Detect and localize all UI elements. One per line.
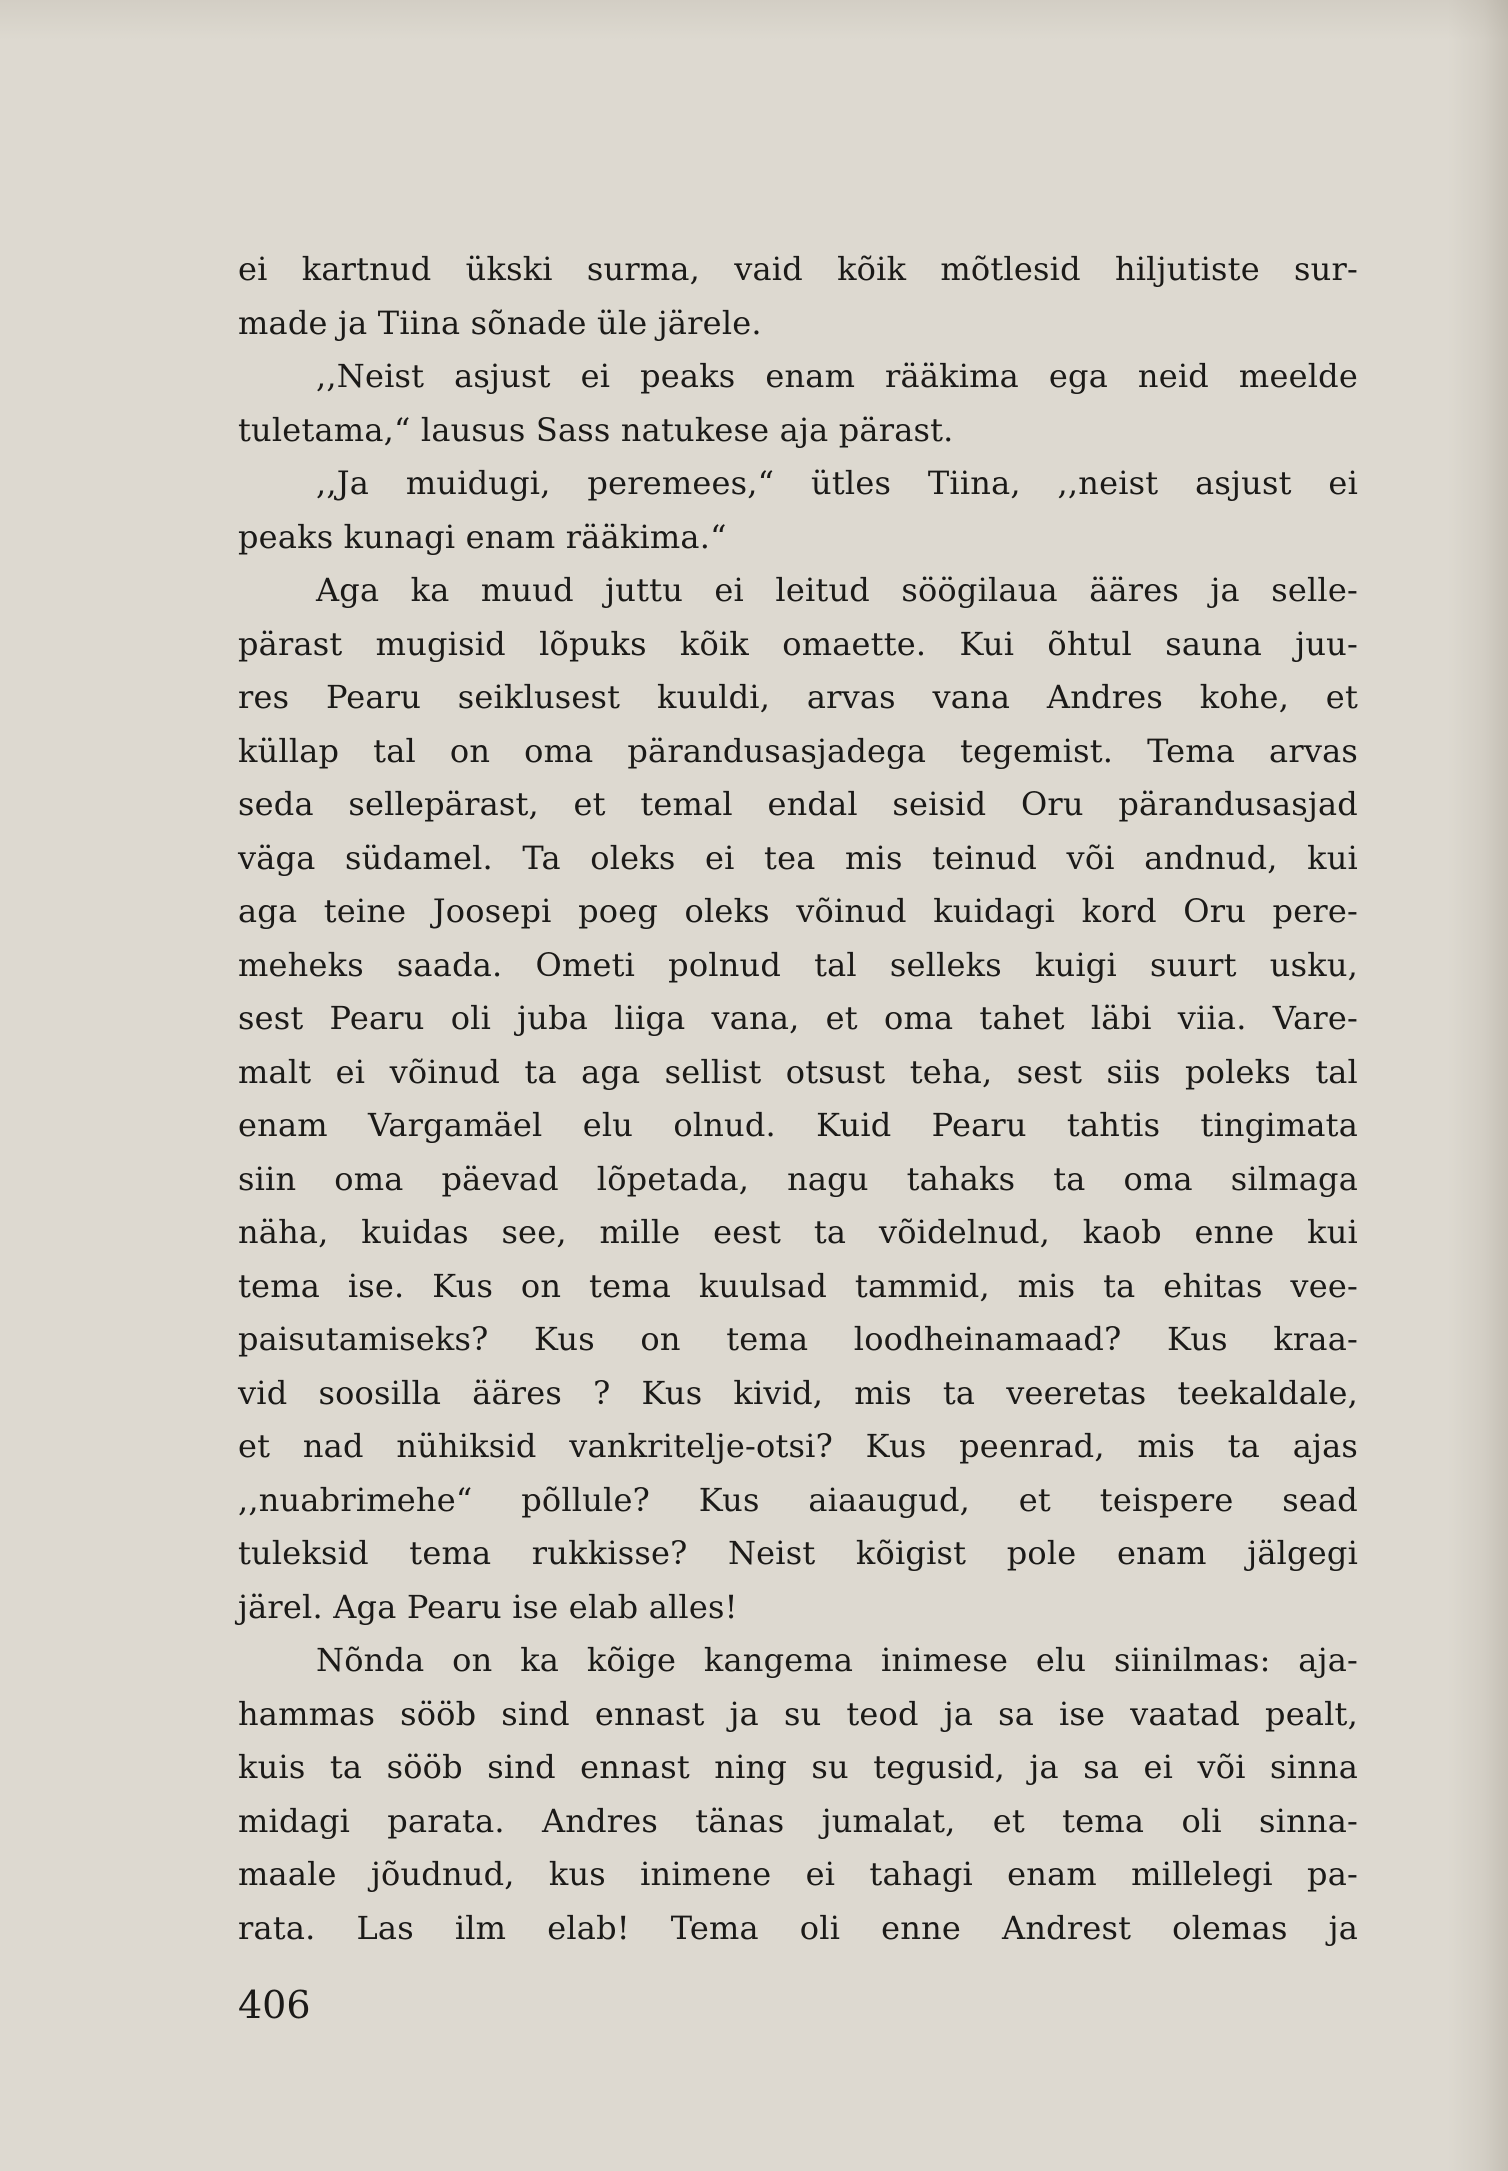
text-line: seda sellepärast, et temal endal seisid Oru pärandusasjad — [238, 785, 1358, 823]
text-line: midagi parata. Andres tänas jumalat, et tema oli sinna- — [238, 1801, 1358, 1840]
text-line: tema ise. Kus on tema kuulsad tammid, mis ta ehitas vee- — [238, 1266, 1358, 1305]
text-line: tuletama,“ lausus Sass natukese aja pärast. — [238, 410, 954, 449]
text-line: näha, kuidas see, mille eest ta võidelnud, kaob enne kui — [238, 1213, 1358, 1251]
page-top-shadow — [0, 0, 1508, 40]
text-line: ei kartnud ükski surma, vaid kõik mõtlesid hiljutiste sur- — [238, 250, 1358, 288]
text-line: enam Vargamäel elu olnud. Kuid Pearu tahtis tingimata — [238, 1106, 1358, 1144]
text-line: sest Pearu oli juba liiga vana, et oma tahet läbi viia. Vare- — [238, 999, 1358, 1037]
text-line: hammas sööb sind ennast ja su teod ja sa ise vaatad pealt, — [238, 1694, 1358, 1733]
text-line: malt ei võinud ta aga sellist otsust teha, sest siis poleks tal — [238, 1052, 1358, 1091]
text-line: tuleksid tema rukkisse? Neist kõigist pole enam jälgegi — [238, 1534, 1358, 1572]
text-line: väga südamel. Ta oleks ei tea mis teinud või andnud, kui — [238, 838, 1358, 877]
text-line: aga teine Joosepi poeg oleks võinud kuidagi kord Oru pere- — [238, 892, 1358, 930]
text-line: ,,nuabrimehe“ põllule? Kus aiaaugud, et teispere sead — [238, 1480, 1358, 1519]
body-text — [238, 243, 1358, 1955]
text-line: made ja Tiina sõnade üle järele. — [238, 303, 762, 342]
text-line: küllap tal on oma pärandusasjadega tegemist. Tema arvas — [238, 731, 1358, 770]
text-line: rata. Las ilm elab! Tema oli enne Andrest olemas ja — [238, 1908, 1358, 1947]
text-line: ,,Ja muidugi, peremees,“ ütles Tiina, ,,neist asjust ei — [316, 464, 1358, 502]
text-line: maale jõudnud, kus inimene ei tahagi enam millelegi pa- — [238, 1855, 1358, 1893]
text-line: et nad nühiksid vankritelje-otsi? Kus peenrad, mis ta ajas — [238, 1427, 1358, 1465]
page-number: 406 — [238, 1983, 311, 2027]
text-line: vid soosilla ääres ? Kus kivid, mis ta veeretas teekaldale, — [238, 1373, 1358, 1412]
text-line: järel. Aga Pearu ise elab alles! — [238, 1587, 738, 1626]
text-line: pärast mugisid lõpuks kõik omaette. Kui õhtul sauna juu- — [238, 624, 1358, 663]
text-line: res Pearu seiklusest kuuldi, arvas vana Andres kohe, et — [238, 678, 1358, 716]
text-line: siin oma päevad lõpetada, nagu tahaks ta oma silmaga — [238, 1159, 1358, 1198]
page-edge-shadow — [1448, 0, 1508, 2171]
text-line: kuis ta sööb sind ennast ning su tegusid, ja sa ei või sinna — [238, 1748, 1358, 1786]
text-line: ,,Neist asjust ei peaks enam rääkima ega neid meelde — [316, 357, 1358, 395]
text-line: Aga ka muud juttu ei leitud söögilaua ääres ja selle- — [316, 571, 1358, 609]
text-line: peaks kunagi enam rääkima.“ — [238, 517, 727, 556]
text-line: Nõnda on ka kõige kangema inimese elu siinilmas: aja- — [316, 1641, 1358, 1679]
text-line: paisutamiseks? Kus on tema loodheinamaad? Kus kraa- — [238, 1320, 1358, 1358]
text-line: meheks saada. Ometi polnud tal selleks kuigi suurt usku, — [238, 945, 1358, 984]
